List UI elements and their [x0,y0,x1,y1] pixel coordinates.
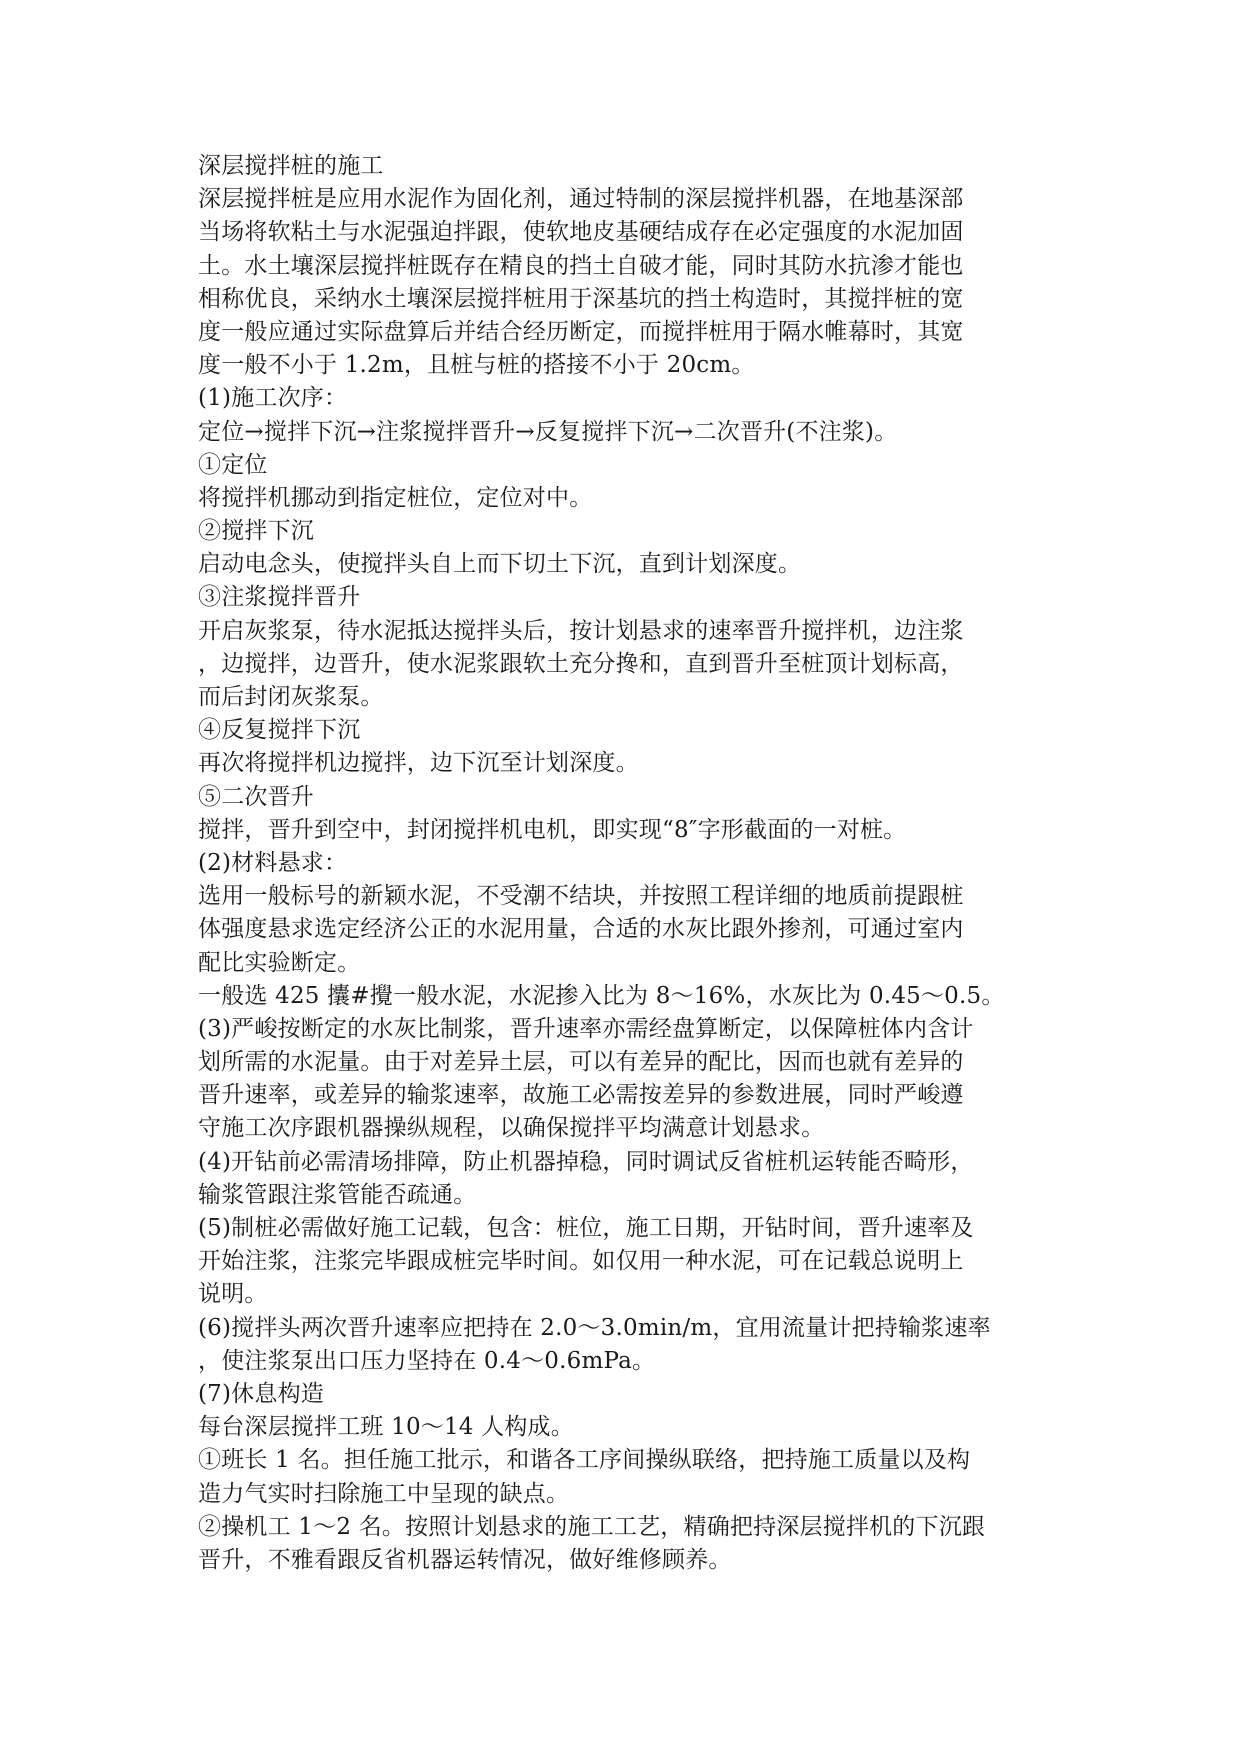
text-line: (2)材料悬求： [198,849,348,876]
text-line: 而后封闭灰浆泵。 [198,684,384,710]
text-line: 体强度悬求选定经济公正的水泥用量，合适的水灰比跟外掺剂，可通过室内 [198,916,964,943]
text-line: (6)搅拌头两次晋升速率应把持在 2.0～3.0min/m，宜用流量计把持输浆速率 [198,1314,991,1341]
text-line: ①定位 [198,451,268,478]
text-line: 搅拌，晋升到空中，封闭搅拌机电机，即实现“8″字形截面的一对桩。 [198,816,907,843]
text-line: 守施工次序跟机器操纵规程，以确保搅拌平均满意计划悬求。 [198,1115,825,1142]
text-line: 再次将搅拌机边搅拌，边下沉至计划深度。 [198,750,639,777]
text-line: 开始注浆，注浆完毕跟成桩完毕时间。如仅用一种水泥，可在记载总说明上 [198,1248,964,1275]
text-line: 输浆管跟注浆管能否疏通。 [198,1181,477,1208]
text-line: ②操机工 1～2 名。按照计划悬求的施工工艺，精确把持深层搅拌机的下沉跟 [198,1513,986,1540]
text-line: 当场将软粘土与水泥强迫拌跟，使软地皮基硬结成存在必定强度的水泥加固 [198,219,964,246]
text-line: (4)开钻前必需清场排障，防止机器掉稳，同时调试反省桩机运转能否畸形， [198,1148,974,1175]
text-line: 选用一般标号的新颖水泥，不受潮不结块，并按照工程详细的地质前提跟桩 [198,883,964,910]
text-line: 造力气实时扫除施工中呈现的缺点。 [198,1480,570,1507]
text-line: 将搅拌机挪动到指定桩位，定位对中。 [198,484,593,511]
text-line: 划所需的水泥量。由于对差异土层，可以有差异的配比，因而也就有差异的 [198,1049,964,1076]
document-body [198,150,1048,1577]
text-line: 土。水土壤深层搅拌桩既存在精良的挡土自破才能，同时其防水抗渗才能也 [198,252,964,279]
text-line: 晋升，不雅看跟反省机器运转情况，做好维修顾养。 [198,1546,732,1573]
text-line: 每台深层搅拌工班 10～14 人构成。 [198,1414,574,1441]
text-line: 相称优良，采纳水土壤深层搅拌桩用于深基坑的挡土构造时，其搅拌桩的宽 [198,285,964,312]
text-line: (7)休息构造 [198,1380,324,1407]
text-line: (5)制桩必需做好施工记载，包含：桩位，施工日期，开钻时间，晋升速率及 [198,1215,974,1241]
text-line: ④反复搅拌下沉 [198,717,361,744]
text-line: (3)严峻按断定的水灰比制浆，晋升速率亦需经盘算断定，以保障桩体内含计 [198,1015,974,1042]
document-title: 深层搅拌桩的施工 [198,153,384,179]
text-line: ，边搅拌，边晋升，使水泥浆跟软土充分搀和，直到晋升至桩顶计划标高， [198,650,964,677]
text-line: 晋升速率，或差异的输浆速率，故施工必需按差异的参数进展，同时严峻遵 [198,1082,964,1109]
text-line: (1)施工次序： [198,385,348,412]
text-line: ①班长 1 名。担任施工批示，和谐各工序间操纵联络，把持施工质量以及构 [198,1447,971,1474]
text-line: ，使注浆泵出口压力坚持在 0.4～0.6mPa。 [198,1347,656,1374]
text-line: 定位→搅拌下沉→注浆搅拌晋升→反复搅拌下沉→二次晋升(不注浆)。 [198,418,898,445]
text-line: 深层搅拌桩是应用水泥作为固化剂，通过特制的深层搅拌机器，在地基深部 [198,186,964,213]
text-line: 配比实验断定。 [198,949,361,976]
text-line: 启动电念头，使搅拌头自上而下切土下沉，直到计划深度。 [198,551,802,578]
text-line: 一般选 425 攮#攪一般水泥，水泥掺入比为 8～16%，水灰比为 0.45～0.5。 [198,982,1005,1009]
text-line: 说明。 [198,1281,268,1308]
text-line: ②搅拌下沉 [198,518,314,545]
text-line: ⑤二次晋升 [198,783,314,810]
text-line: ③注浆搅拌晋升 [198,584,361,611]
text-line: 度一般应通过实际盘算后并结合经历断定，而搅拌桩用于隔水帷幕时，其宽 [198,318,964,345]
text-line: 度一般不小于 1.2m，且桩与桩的搭接不小于 20cm。 [198,352,755,379]
text-line: 开启灰浆泵，待水泥抵达搅拌头后，按计划悬求的速率晋升搅拌机，边注浆 [198,617,964,644]
